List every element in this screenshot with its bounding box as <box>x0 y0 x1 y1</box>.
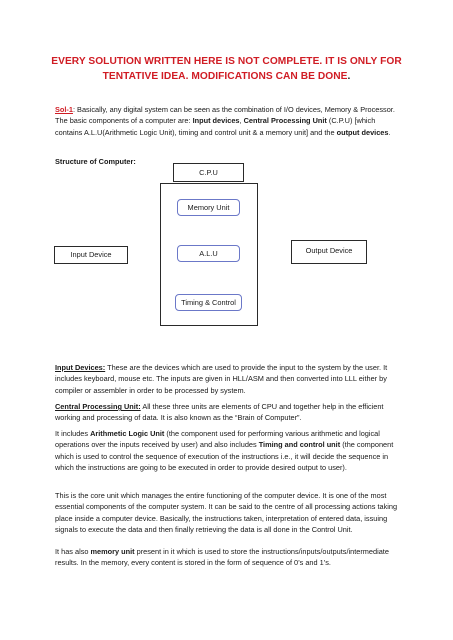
alu-paragraph <box>55 428 400 474</box>
disclaimer-line-1: EVERY SOLUTION WRITTEN HERE IS NOT COMPLETE. IT IS ONLY FOR <box>51 56 402 67</box>
disclaimer-banner <box>50 54 403 84</box>
disclaimer-line-2-text: TENTATIVE IDEA. MODIFICATIONS CAN BE DONE <box>102 71 348 82</box>
term-output-devices: output devices <box>336 127 389 137</box>
structure-heading: Structure of Computer: <box>55 157 136 166</box>
memory-paragraph <box>55 546 400 569</box>
output-device-box: Output Device <box>291 240 367 264</box>
memory-text-2: present in it which is used to store the instructions/inputs/outputs/intermediate results. In the memory, every content is stored in the form of sequence of 0’s and 1’s. <box>55 547 389 568</box>
memory-unit-box: Memory Unit <box>177 199 240 216</box>
disclaimer-period: . <box>347 71 351 82</box>
solution-1-text: Basically, any digital system can be seen as the combination of I/O devices, Memory & Processor. The basic components of a computer are: <box>55 105 395 126</box>
input-devices-text: These are the devices which are used to provide the input to the system by the user. It includes keyboard, mouse etc. The inputs are given in HLL/ASM and then converted into LLL either by compiler or assembler in order to be processed by system. <box>55 363 388 395</box>
solution-1-paragraph <box>55 104 400 138</box>
term-memory-unit: memory unit <box>90 547 135 556</box>
term-alu: Arithmetic Logic Unit <box>90 429 165 438</box>
solution-1-end: . <box>388 127 391 137</box>
alu-text-2: (the component used for performing various arithmetic and logical operations over the inputs received by user) and also includes <box>55 429 380 450</box>
solution-1-colon: : <box>72 105 76 114</box>
solution-1-sep: , <box>239 116 244 126</box>
core-paragraph: This is the core unit which manages the entire functioning of the computer device. It is one of the most essential components of the computer system. It can be said to the centre of all processing actions taking place inside a computer device. Basically, the instructions taken, interpretation of entered data, issuing signals to execute the data and then finally retrieving the data is all done in the Control Unit. <box>55 491 398 535</box>
cpu-label-box: C.P.U <box>173 163 244 182</box>
input-devices-paragraph <box>55 362 400 396</box>
term-input-devices: Input devices <box>192 116 240 126</box>
memory-text-1: It has also <box>55 547 91 556</box>
alu-text-1: It includes <box>55 429 91 438</box>
term-cpu: Central Processing Unit <box>243 116 327 126</box>
cpu-text: All these three units are elements of CPU and together help in the efficient working and processing of data. It is also known as the “Brain of Computer”. <box>55 402 384 423</box>
solution-1-label: Sol-1 <box>55 105 73 114</box>
cpu-paragraph <box>55 401 400 424</box>
alu-box: A.L.U <box>177 245 240 262</box>
term-timing-control: Timing and control unit <box>258 440 341 450</box>
input-device-box: Input Device <box>54 246 128 264</box>
timing-control-box: Timing & Control <box>175 294 242 311</box>
disclaimer-line-2 <box>50 69 403 84</box>
alu-text-3: (the component which is used to control the sequence of execution of the instructions i.e., it will decide the sequence in which the instructions are going to be executed in order to provide desired output to user). <box>55 440 394 473</box>
cpu-label: Central Processing Unit: <box>55 402 141 411</box>
solution-1-text-2: (C.P.U) [which contains A.L.U(Arithmetic Logic Unit), timing and control unit & a memory unit] and the <box>55 116 376 137</box>
input-devices-label: Input Devices: <box>55 363 106 372</box>
